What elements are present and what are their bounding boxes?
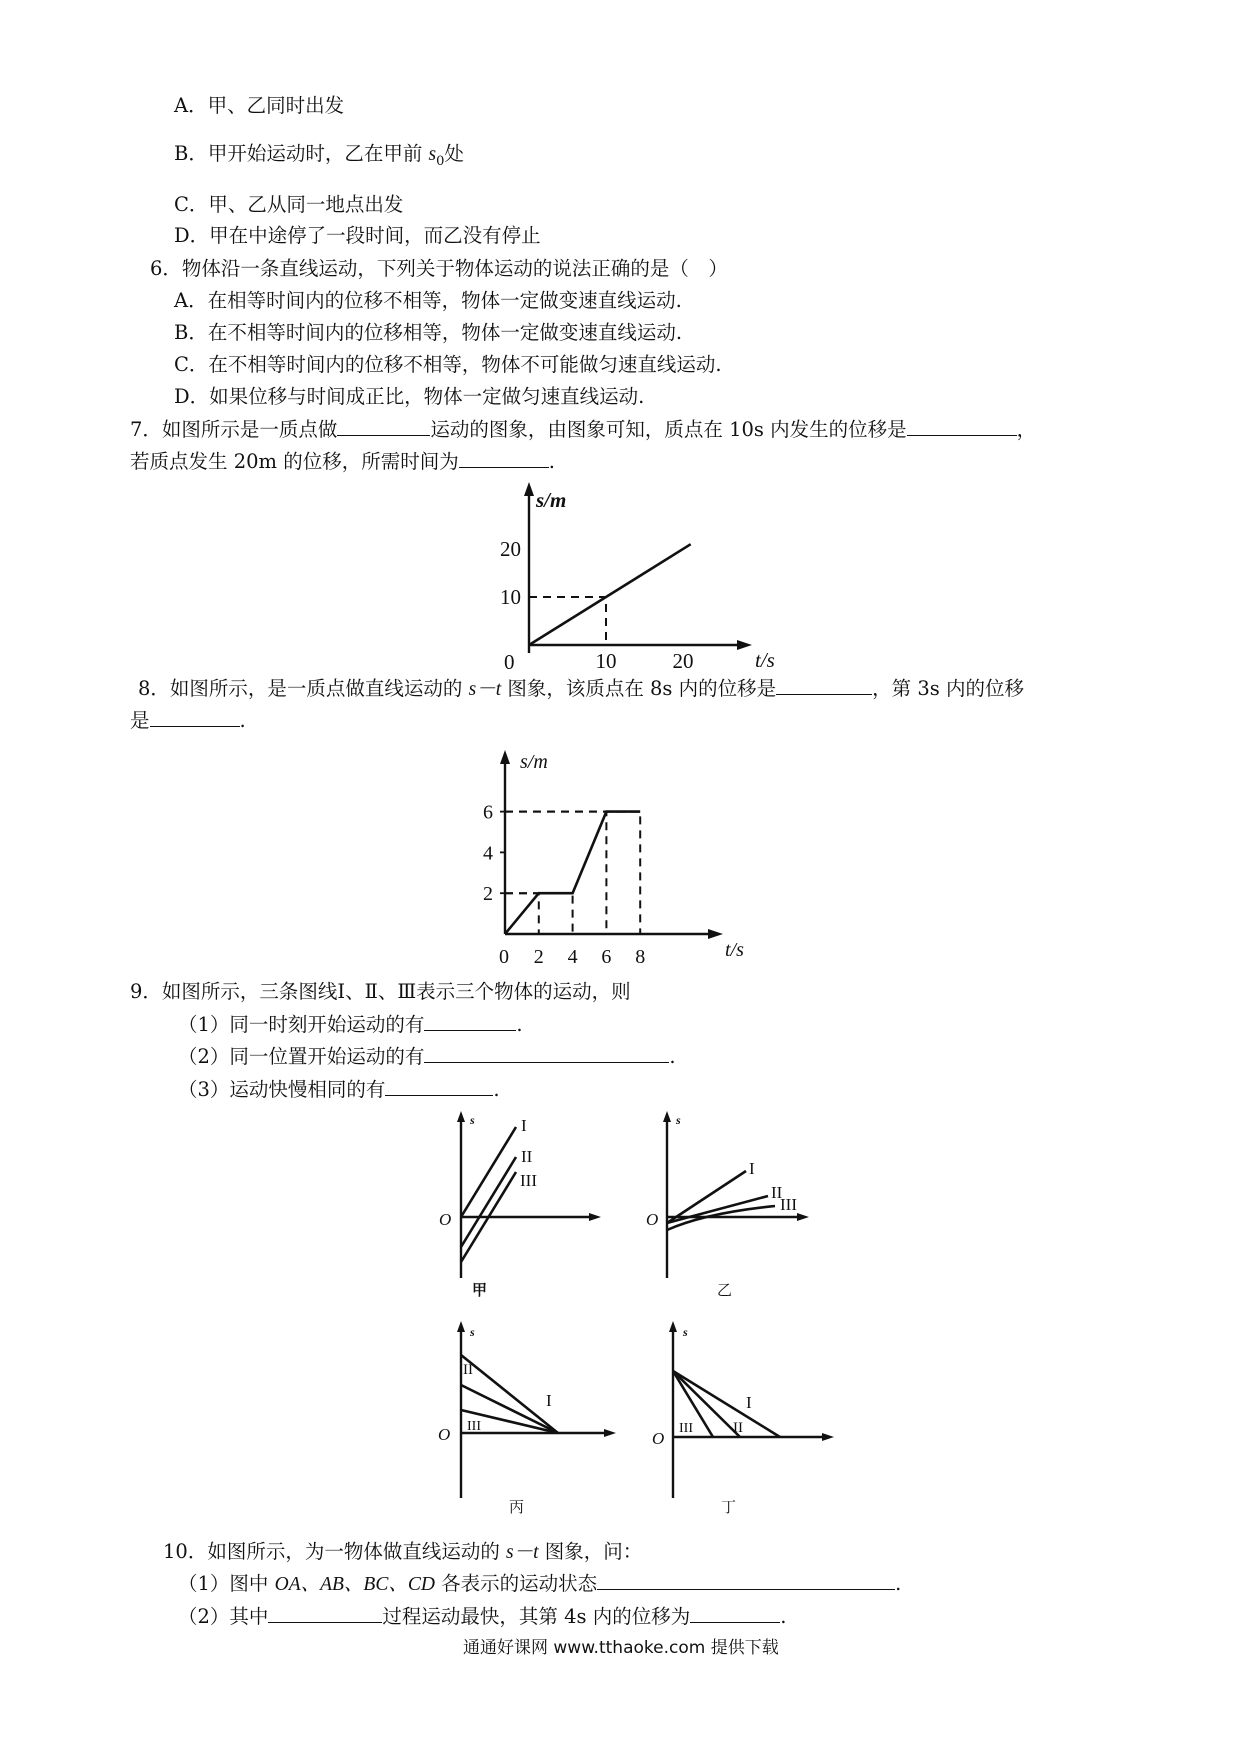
q7-graph [480, 478, 800, 678]
yi-s-label: s [676, 1113, 681, 1127]
bing-s-label: s [470, 1325, 475, 1339]
q7-x-label: t/s [755, 648, 775, 672]
q10-blank-1[interactable] [597, 1571, 895, 1590]
q7-x-arrow [737, 640, 752, 650]
jia-s-label: s [470, 1113, 475, 1127]
q5-option-b [174, 140, 464, 176]
q7-graph-xtick-0: 10 [595, 649, 617, 673]
q5-option-a: A．甲、乙同时出发 [174, 94, 345, 117]
page-footer: 通通好课网 www.tthaoke.com 提供下载 [463, 1638, 779, 1658]
q8-origin-label: 0 [499, 946, 509, 968]
yi-y-arrow [663, 1111, 671, 1122]
bing-label-II: II [463, 1362, 473, 1378]
q9-sub-2-end: . [669, 1045, 676, 1068]
graph-yi [646, 1111, 809, 1299]
q7-y-label-var: s/m [536, 488, 567, 512]
graph-jia [439, 1111, 601, 1299]
q7-text-4: 若质点发生 20m 的位移，所需时间为 [130, 450, 459, 473]
q8-plot-group [483, 802, 645, 968]
ding-label-II: II [733, 1420, 743, 1436]
q8-y-label [520, 751, 548, 773]
q7-graph-xtick-1: 20 [672, 649, 694, 673]
q8-y-label-var: s/m [520, 751, 548, 773]
q8-line-2 [130, 707, 246, 735]
bing-x-arrow [604, 1429, 616, 1437]
q10-sub-1-a: （1）图中 [178, 1572, 275, 1595]
q6-option-d: D．如果位移与时间成正比，物体一定做匀速直线运动. [174, 385, 645, 408]
q8-graph-xtick-0: 2 [533, 946, 544, 968]
q9-blank-1[interactable] [424, 1012, 516, 1031]
jia-x-arrow [589, 1213, 601, 1221]
graph-bing [438, 1321, 616, 1516]
bing-label-III: III [467, 1419, 481, 1434]
q10-sub-2 [178, 1603, 786, 1631]
q8-text-3: ，第 3s 内的位移 [872, 677, 1024, 700]
bing-y-arrow [457, 1321, 465, 1332]
ding-caption: 丁 [721, 1500, 737, 1516]
q6-option-a: A．在相等时间内的位移不相等，物体一定做变速直线运动. [174, 289, 682, 312]
q8-graph-guide-1 [505, 893, 573, 934]
q5-option-b-sub: 0 [436, 153, 445, 169]
yi-x-arrow [797, 1213, 809, 1221]
q9-sub-3 [178, 1076, 500, 1104]
ding-label-III: III [679, 1421, 693, 1436]
q8-graph [478, 742, 778, 968]
q9-sub-2-text: （2）同一位置开始运动的有 [178, 1045, 425, 1068]
q8-text-1: 8．如图所示，是一质点做直线运动的 [138, 677, 469, 700]
q7-graph-ytick-1: 20 [500, 537, 521, 561]
q9-graphs [430, 1110, 850, 1530]
q10-segments: OA、AB、BC、CD [274, 1574, 435, 1595]
q8-x-arrow [708, 929, 723, 939]
q7-line-2 [130, 448, 555, 476]
bing-caption: 丙 [509, 1500, 525, 1516]
q10-sub-2-a: （2）其中 [178, 1605, 269, 1628]
ding-s-label: s [683, 1325, 688, 1339]
yi-label-III: III [780, 1195, 797, 1214]
q10-stem [163, 1538, 642, 1567]
q9-sub-3-end: . [493, 1078, 500, 1101]
q9-blank-3[interactable] [385, 1077, 493, 1096]
q6-option-b: B．在不相等时间内的位移相等，物体一定做变速直线运动. [174, 321, 683, 344]
q8-blank-3s[interactable] [150, 708, 240, 727]
q5-option-d: D．甲在中途停了一段时间，而乙没有停止 [174, 224, 541, 247]
q6-option-c: C．在不相等时间内的位移不相等，物体不可能做匀速直线运动. [174, 353, 722, 376]
ding-origin-label: O [652, 1429, 665, 1448]
q8-graph-xtick-1: 4 [567, 946, 578, 968]
yi-label-I: I [749, 1159, 755, 1178]
q5-option-c: C．甲、乙从同一地点出发 [174, 193, 404, 216]
q7-blank-motion[interactable] [337, 417, 430, 436]
q7-y-label [535, 488, 566, 512]
q10-sub-2-b: 过程运动最快，其第 4s 内的位移为 [382, 1605, 691, 1628]
q5-option-b-pre: B．甲开始运动时，乙在甲前 [174, 142, 429, 165]
q10-sub-2-end: . [780, 1605, 787, 1628]
graph-ding [652, 1321, 834, 1516]
q8-line-1 [138, 675, 1024, 704]
q5-option-b-var: s [428, 144, 437, 165]
q8-graph-xtick-3: 8 [635, 946, 646, 968]
jia-label-II: II [521, 1147, 533, 1166]
q8-text-4: 是 [130, 709, 150, 732]
q7-text-1: 7．如图所示是一质点做 [130, 418, 338, 441]
q8-text-5: . [239, 709, 246, 732]
q6-stem: 6．物体沿一条直线运动，下列关于物体运动的说法正确的是（ ） [150, 257, 728, 280]
q9-blank-2[interactable] [424, 1044, 669, 1063]
q8-st: s－t [468, 679, 502, 700]
q8-graph-xtick-2: 6 [601, 946, 612, 968]
q10-text-2: 图象，问： [538, 1540, 643, 1563]
q8-text-2: 图象，该质点在 8s 内的位移是 [501, 677, 777, 700]
q7-blank-time[interactable] [459, 449, 549, 468]
yi-label-II: II [771, 1183, 783, 1202]
q8-graph-ytick-2: 6 [483, 801, 493, 824]
q10-text-1: 10．如图所示，为一物体做直线运动的 [163, 1540, 507, 1563]
q10-st: s－t [506, 1542, 539, 1563]
bing-label-I: I [546, 1391, 552, 1410]
bing-origin-label: O [438, 1425, 451, 1444]
ding-label-I: I [746, 1393, 752, 1412]
jia-origin-label: O [439, 1210, 452, 1229]
yi-origin-label: O [646, 1210, 659, 1229]
q10-sub-1-end: . [895, 1572, 902, 1595]
q7-text-5: . [548, 450, 555, 473]
q9-stem: 9．如图所示，三条图线Ⅰ、Ⅱ、Ⅲ表示三个物体的运动，则 [130, 980, 631, 1003]
q8-y-arrow [500, 750, 510, 764]
jia-caption: 甲 [472, 1283, 488, 1299]
q9-sub-1-text: （1）同一时刻开始运动的有 [178, 1013, 425, 1036]
q8-x-label: t/s [725, 939, 744, 961]
jia-label-III: III [520, 1171, 537, 1190]
q7-graph-series-line [529, 544, 691, 645]
q10-sub-1-b: 各表示的运动状态 [434, 1572, 598, 1595]
q7-text-3: ， [1016, 418, 1037, 441]
q9-sub-2 [178, 1043, 676, 1071]
q8-graph-ytick-1: 4 [483, 842, 493, 865]
ding-y-arrow [669, 1321, 677, 1332]
q9-sub-1-end: . [516, 1013, 523, 1036]
q9-sub-1 [178, 1011, 523, 1039]
q9-sub-3-text: （3）运动快慢相同的有 [178, 1078, 386, 1101]
q7-y-arrow [524, 482, 534, 496]
q10-blank-2[interactable] [268, 1604, 382, 1623]
q7-line-1 [130, 416, 1036, 444]
q8-graph-ytick-0: 2 [483, 883, 493, 906]
ding-x-arrow [822, 1433, 834, 1441]
q7-text-2: 运动的图象，由图象可知，质点在 10s 内发生的位移是 [430, 418, 907, 441]
q8-blank-8s[interactable] [776, 676, 872, 695]
q10-sub-1 [178, 1570, 901, 1599]
q7-blank-displacement[interactable] [907, 417, 1017, 436]
jia-y-arrow [457, 1111, 465, 1122]
q5-option-b-post: 处 [444, 142, 464, 165]
q7-graph-ytick-0: 10 [500, 585, 521, 609]
yi-line-I [667, 1171, 746, 1223]
q7-origin-label: 0 [504, 650, 515, 674]
yi-caption: 乙 [717, 1283, 733, 1299]
jia-label-I: I [521, 1116, 527, 1135]
q10-blank-3[interactable] [690, 1604, 780, 1623]
